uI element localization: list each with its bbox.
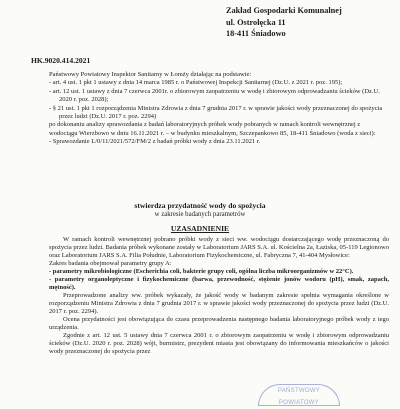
legal-basis-item: - art. 4 ust. 1 pkt 1 ustawy z dnia 14 marca 1985 r. o Państwowej Inspekcji Sanitarnej (Dz.U. z 2021 r. poz. 195);: [49, 79, 343, 87]
body-paragraph: Ocena przydatności jest obowiązująca do czasu przeprowadzenia następnego badania laboratoryjnego próbek wody z tego urządzenia.: [49, 316, 389, 331]
addressee-name: Zakład Gospodarki Komunalnej: [226, 6, 342, 15]
body-paragraph: - parametry mikrobiologiczne (Escherichia coli, bakterie grupy coli, ogólna liczba mikroorganizmów w 22°C).: [49, 268, 354, 275]
intro-section: [49, 71, 389, 147]
decision-title-sub: w zakresie badanych parametrów: [154, 211, 246, 218]
addressee-block: [226, 5, 342, 40]
justification-heading: UZASADNIENIE: [170, 224, 230, 233]
body-paragraph: Przeprowadzone analizy ww. próbek wykazały, że jakość wody w badanym zakresie spełnia wymagania określone w rozporządzeniu Ministra Zdrowia z dnia 7 grudnia 2017 r. w sprawie jakości wody przeznaczonej do spożycia przez ludzi (Dz.U. 2017 r. poz. 2294).: [49, 292, 389, 315]
body-paragraph: Zakres badania obejmował parametry grupy A:: [49, 260, 172, 267]
official-stamp: [258, 384, 340, 406]
body-paragraph: - parametry organoleptyczne i fizykochemiczne (barwa, przewodność, stężenie jonów wodoru (pH), smak, zapach, mętność).: [49, 276, 389, 291]
report-reference: - Sprawozdanie L/0/11/2021/572/FM/2 z badań próbki wody z dnia 23.11.2021 r.: [49, 138, 261, 146]
stamp-text: PAŃSTWOWY POWIATOWY: [277, 388, 321, 406]
body-paragraph: Zgodnie z art. 12 ust. 5 ustawy dnia 7 czerwca 2001 r. o zbiorowym zaopatrzeniu w wodę i zbiorowym odprowadzaniu ścieków (Dz.U. 2020 r. poz. 2028) wójt, burmistrz, prezydent miasta jest obowiązany do informowania mieszkańców o jakości wody przeznaczonej do spożycia przez: [49, 332, 389, 355]
decision-title: [0, 201, 400, 218]
justification-body: [49, 236, 389, 356]
analysis-statement: po dokonaniu analizy sprawozdania z badań laboratoryjnych próbek wody pobranych w ramach kontroli wewnętrznej z wodociągu Wierzbowo w dniu 16.11.2021 r. – w budynku mieszkalnym, Szczepankowo 85, 18-411 Śniadowo (woda z sieci):: [49, 121, 376, 137]
decision-title-main: stwierdza przydatność wody do spożycia: [134, 201, 266, 210]
addressee-city: 18-411 Śniadowo: [226, 29, 286, 38]
body-paragraph: W ramach kontroli wewnętrznej pobrano próbki wody z sieci ww. wodociągu dostarczającego wodę przeznaczoną do spożycia przez ludzi. Badania próbek wykonane zostały w Laboratorium JARS S.A. ul. Kościelna 2a, Łaziska, 05-119 Legionowo oraz Laboratorium JARS S.A. Filia Południe, Laboratorium Fizykochemiczne, ul. Fabryczna 7, 41-404 Mysłowice:: [49, 236, 389, 259]
addressee-street: ul. Ostrołęcka 11: [226, 17, 286, 27]
reference-number: HK.9020.414.2021: [31, 56, 91, 65]
legal-basis-item: - § 21 ust. 1 pkt 1 rozporządzenia Ministra Zdrowia z dnia 7 grudnia 2017 r. w sprawie jakości wody przeznaczonej do spożycia przez ludzi (Dz.U. 2017 r. poz. 2294): [49, 104, 383, 121]
legal-basis-item: - art. 12 ust. 1 ustawy z dnia 7 czerwca 2001r. o zbiorowym zaopatrzeniu w wodę i zbiorowym odprowadzaniu ścieków (Dz.U. 2020 r. poz. 2028);: [49, 87, 380, 104]
intro-opening: Państwowy Powiatowy Inspektor Sanitarny w Łomży działając na podstawie:: [49, 71, 252, 78]
